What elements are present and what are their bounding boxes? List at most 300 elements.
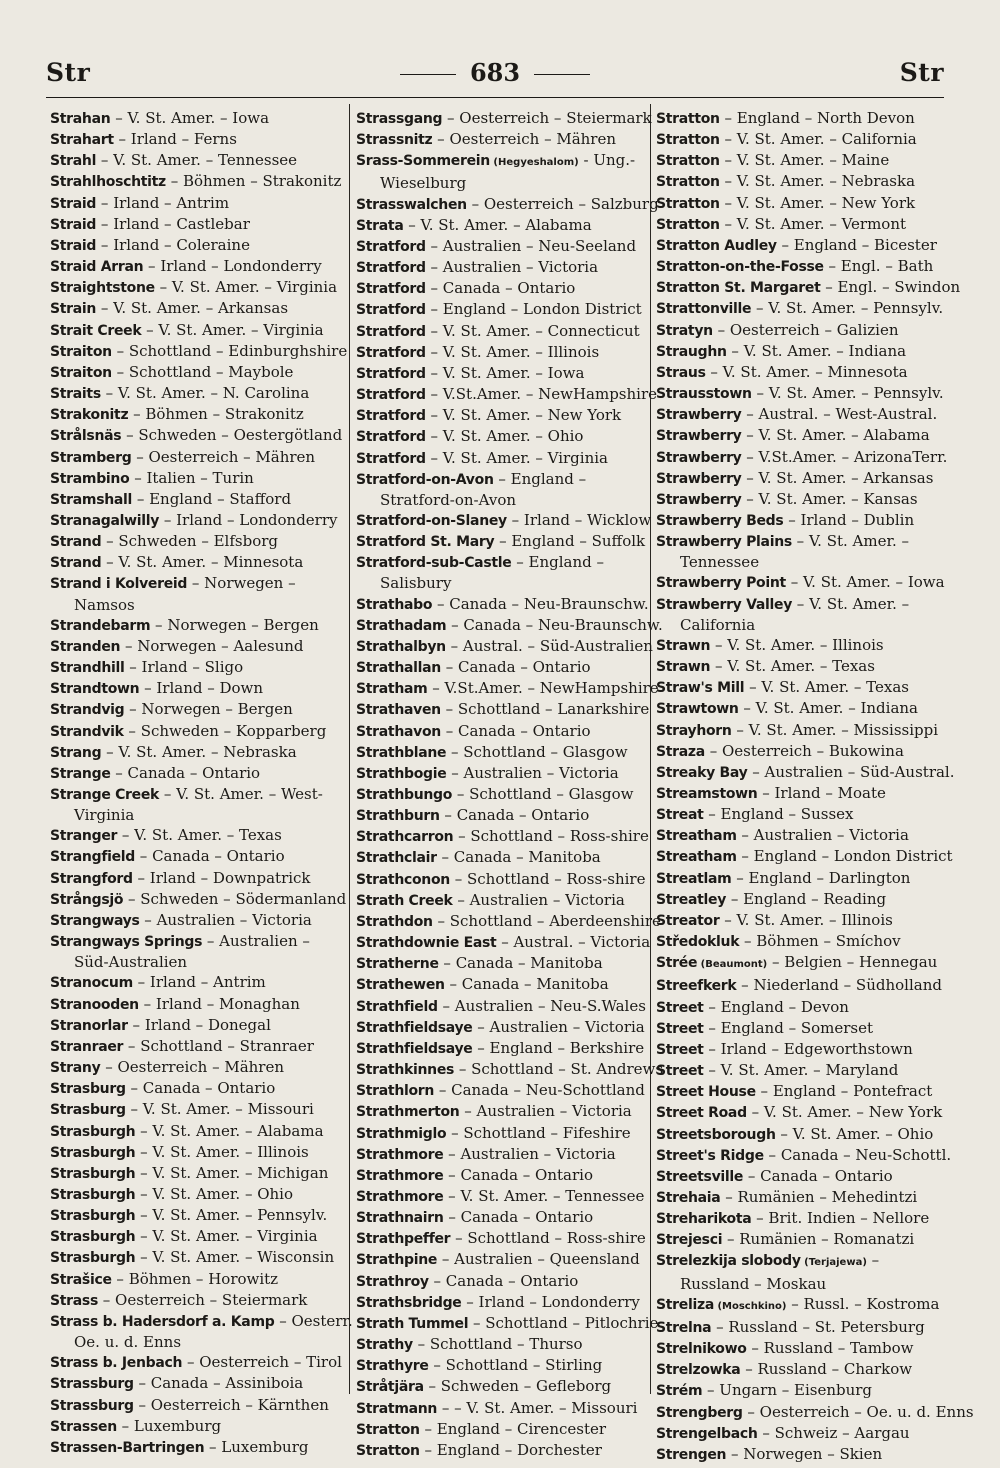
entry-location: – Canada – Ontario xyxy=(428,1271,579,1290)
entry-location: – Schottland – Thurso xyxy=(412,1335,583,1354)
entry-location: – Canada – Ontario xyxy=(439,806,590,825)
entry xyxy=(356,996,646,1017)
entry-headword: Strelezkija slobody xyxy=(656,1253,801,1270)
entry-location: – Schweiz – Aargau xyxy=(757,1423,910,1442)
entry xyxy=(356,805,646,826)
entry-headword: Stratford xyxy=(356,344,426,361)
column-divider-1 xyxy=(349,104,350,1394)
entry xyxy=(50,1015,342,1036)
entry xyxy=(656,1081,946,1102)
entry-location: – Brit. Indien – Nellore xyxy=(751,1209,930,1228)
entry xyxy=(656,741,946,762)
entry-location: – Schottland – Edinburghshire xyxy=(111,341,348,360)
entry xyxy=(656,656,946,677)
entry xyxy=(356,1186,646,1207)
entry-headword: Stratherne xyxy=(356,956,439,973)
entry-headword: Strengberg xyxy=(656,1404,743,1421)
entry-location: – Canada – Ontario xyxy=(443,1208,594,1227)
entry-location: – Schweden – Södermanland xyxy=(123,889,347,908)
entry xyxy=(656,1338,946,1359)
column-3 xyxy=(656,108,974,1463)
entry-headword: Strathburn xyxy=(356,808,440,825)
entry-location: – England – Devon xyxy=(703,997,849,1016)
entry-location: – V.St.Amer. – NewHampshire xyxy=(427,679,659,698)
entry-headword: Strawberry Valley xyxy=(656,596,793,613)
entry-headword: Street xyxy=(656,1041,704,1058)
entry-location: – – V. St. Amer. – Missouri xyxy=(437,1398,638,1417)
entry-headword: Straits xyxy=(50,386,101,403)
entry xyxy=(656,1060,946,1081)
entry-headword: Strawberry xyxy=(656,428,742,445)
entry-headword: Strandvig xyxy=(50,702,125,719)
entry-location: – England – Berkshire xyxy=(472,1038,645,1057)
entry xyxy=(356,363,646,384)
entry xyxy=(656,1102,946,1123)
entry xyxy=(656,1444,946,1465)
entry-location: – V. St. Amer. – Arkansas xyxy=(96,299,289,318)
entry xyxy=(50,468,342,489)
entry xyxy=(356,531,646,552)
entry-location: – V. St. Amer. – Wisconsin xyxy=(135,1248,335,1267)
entry xyxy=(356,108,652,129)
entry-location: – V. St. Amer. – Pennsylv. xyxy=(751,384,944,403)
entry-location: – Schottland – St. Andrews xyxy=(454,1060,664,1079)
entry xyxy=(50,573,342,594)
entry xyxy=(356,1376,646,1397)
entry xyxy=(50,447,342,468)
entry-location: – V. St. Amer. – Connecticut xyxy=(425,321,640,340)
entry-location: – Schottland – Aberdeenshire xyxy=(432,911,661,930)
entry xyxy=(656,1250,946,1273)
entry-headword: Strath Creek xyxy=(356,892,453,909)
entry xyxy=(356,847,646,868)
entry xyxy=(656,235,946,256)
entry-location: – Canada – Ontario xyxy=(125,1079,276,1098)
entry-continuation xyxy=(356,173,646,193)
entry-location: – V. St. Amer. – Ohio xyxy=(775,1124,934,1143)
entry xyxy=(356,215,646,236)
entry-location: – Canada – Neu-Braunschw. xyxy=(446,615,663,634)
entry-location: – V. St. Amer. – xyxy=(792,594,910,613)
entry xyxy=(50,699,342,720)
entry-headword: Stranocum xyxy=(50,975,133,992)
entry xyxy=(356,552,646,573)
entry-headword: Straza xyxy=(656,743,705,760)
entry-location: – Luxemburg xyxy=(116,1416,222,1435)
entry xyxy=(50,1373,342,1394)
entry-location: – Böhmen – Strakonitz xyxy=(165,172,342,191)
entry xyxy=(356,321,646,342)
entry-location: – V.St.Amer. – NewHampshire xyxy=(425,385,658,404)
entry xyxy=(656,825,946,846)
header-dash-left xyxy=(400,74,456,75)
entry-location: – Canada – Neu-Schottl. xyxy=(763,1145,952,1164)
entry xyxy=(356,405,646,426)
entry-headword: Strawberry xyxy=(656,407,742,424)
entry-location: – Norwegen – Bergen xyxy=(124,700,293,719)
entry-location: – V. St. Amer. – Minnesota xyxy=(705,362,908,381)
header-dash-right xyxy=(534,74,590,75)
entry-headword: Strathdownie East xyxy=(356,935,497,952)
entry-headword: Strathpine xyxy=(356,1252,438,1269)
entry-headword: Stratford-on-Avon xyxy=(356,471,494,488)
entry xyxy=(50,1395,342,1416)
entry-headword: Strathroy xyxy=(356,1273,429,1290)
entry xyxy=(356,1165,646,1186)
entry-headword: Strait Creek xyxy=(50,322,142,339)
entry xyxy=(656,952,946,975)
entry xyxy=(356,699,650,720)
entry-headword: Stranooden xyxy=(50,996,139,1013)
entry-location: – Schottland – Stranraer xyxy=(123,1036,314,1055)
entry xyxy=(656,762,955,783)
entry-location: – Austral. – Victoria xyxy=(496,933,651,952)
entry xyxy=(50,1416,342,1437)
entry-headword: Strasburgh xyxy=(50,1250,136,1267)
entry-location: – Canada – Neu-Braunschw. xyxy=(432,594,649,613)
entry xyxy=(50,784,342,805)
entry-location: – V. St. Amer. – N. Carolina xyxy=(100,384,310,403)
entry-headword: Strathlorn xyxy=(356,1083,435,1100)
entry xyxy=(50,1099,342,1120)
entry-location: – Oesterreich – Tirol xyxy=(182,1353,342,1372)
entry-location: – Irland – Londonderry xyxy=(461,1292,640,1311)
entry xyxy=(50,341,348,362)
entry-headword: Streator xyxy=(656,912,720,929)
entry-location: – Canada – Manitoba xyxy=(438,954,603,973)
entry-continuation xyxy=(656,1274,946,1294)
entry-headword: Strée xyxy=(656,955,698,972)
entry-location: – Australien – Victoria xyxy=(459,1102,632,1121)
entry-headword: Straid Arran xyxy=(50,259,144,276)
entry xyxy=(656,720,946,741)
entry xyxy=(50,910,342,931)
entry-headword: Strang xyxy=(50,744,102,761)
entry-location: – Oesterreich – Galizien xyxy=(712,320,899,339)
entry-headword: Strathadam xyxy=(356,617,447,634)
entry-headword: Strathaven xyxy=(356,702,441,719)
entry-headword: Strange Creek xyxy=(50,787,160,803)
entry xyxy=(50,256,342,277)
entry xyxy=(356,615,663,636)
entry-continuation xyxy=(50,952,342,972)
entry-headword: Strambino xyxy=(50,470,130,487)
entry-headword: Stratford St. Mary xyxy=(356,534,495,551)
entry-headword: Streatham xyxy=(656,828,737,845)
entry-location: – Canada – Ontario xyxy=(110,763,261,782)
entry-location: – Canada – Manitoba xyxy=(436,848,601,867)
entry-headword: Strahl xyxy=(50,153,97,170)
entry-headword: Strathsbridge xyxy=(356,1294,462,1311)
entry-location: – V. St. Amer. – Indiana xyxy=(726,341,907,360)
entry-location: – V. St. Amer. – Texas xyxy=(744,678,909,697)
entry xyxy=(356,657,646,678)
entry xyxy=(356,636,653,657)
entry-headword: Stratford xyxy=(356,365,426,382)
entry-headword: Strathpeffer xyxy=(356,1231,451,1248)
entry-headword: Strandhill xyxy=(50,660,125,677)
entry-headword: Strawn xyxy=(656,659,711,676)
entry-location: – England – Pontefract xyxy=(755,1082,933,1101)
entry-headword: Strathkinnes xyxy=(356,1062,455,1079)
entry-location: – Oesterreich – Salzburg xyxy=(466,194,659,213)
entry xyxy=(356,150,646,173)
entry-location: – V. St. Amer. – Indiana xyxy=(738,699,918,718)
entry-location: – Irland – Dublin xyxy=(783,510,915,529)
entry-headword: Straid xyxy=(50,195,97,212)
entry xyxy=(50,404,342,425)
entry-headword: Strausstown xyxy=(656,386,752,403)
entry-location: – Irland – Londonderry xyxy=(143,257,322,276)
entry xyxy=(656,341,946,362)
entry-headword: Stratton xyxy=(656,132,720,149)
entry-continuation-text: Tennessee xyxy=(680,553,760,572)
entry-headword: Strawberry Plains xyxy=(656,534,792,551)
entry-headword: Strengen xyxy=(656,1446,727,1463)
entry xyxy=(50,108,342,129)
entry-location: – Irland – Antrim xyxy=(132,973,266,992)
entry-headword: Straus xyxy=(656,364,706,381)
entry xyxy=(656,804,946,825)
entry xyxy=(656,447,946,468)
entry-headword: Strathabo xyxy=(356,596,433,613)
entry-location: – Irland – Down xyxy=(139,679,264,698)
entry xyxy=(50,298,342,319)
entry-continuation xyxy=(50,595,342,615)
entry-headword: Strandtown xyxy=(50,681,140,698)
entry-headword: Strath Tummel xyxy=(356,1315,469,1332)
entry xyxy=(50,383,342,404)
entry xyxy=(356,1249,646,1270)
entry-continuation xyxy=(356,490,646,510)
header-rule xyxy=(46,97,944,98)
entry-headword: Strathnairn xyxy=(356,1210,444,1227)
entry xyxy=(356,1271,646,1292)
entry-headword: Strand xyxy=(50,534,102,551)
entry-location: – V. St. Amer. – Virginia xyxy=(154,278,338,297)
entry-headword: Stratford xyxy=(356,238,426,255)
entry-headword: Strathewen xyxy=(356,977,445,994)
entry xyxy=(356,384,658,405)
entry-location: – Oesterreich – Mähren xyxy=(131,447,316,466)
entry-location: – Oesterreich – Bukowina xyxy=(704,741,904,760)
entry xyxy=(656,129,946,150)
entry xyxy=(656,1039,946,1060)
entry xyxy=(656,1229,946,1250)
entry-location: – V. St. Amer. – Virginia xyxy=(141,320,324,339)
entry-location: – V. St. Amer. – New York xyxy=(746,1103,943,1122)
entry-location: – Engl. – Swindon xyxy=(820,278,961,297)
entry xyxy=(356,1419,646,1440)
entry-location: – Australien – Victoria xyxy=(425,258,599,277)
entry-location: – Engl. – Bath xyxy=(823,257,934,276)
page-number: 683 xyxy=(469,58,521,87)
entry-headword: Strathbogie xyxy=(356,765,447,782)
entry-headword: Strathmore xyxy=(356,1146,444,1163)
entry xyxy=(656,1166,946,1187)
entry xyxy=(50,889,347,910)
entry-location: – Norwegen – Aalesund xyxy=(120,636,304,655)
entry xyxy=(50,214,342,235)
entry-location: – Schottland – Ross-shire xyxy=(449,869,646,888)
entry xyxy=(656,277,961,298)
entry-location: – Irland – Wicklow xyxy=(506,510,652,529)
entry-headword: Stratton-on-the-Fosse xyxy=(656,259,824,276)
entry-headword: Strand xyxy=(50,555,102,572)
entry-location: – Austral. – Süd-Australien xyxy=(445,636,653,655)
entry-location: – V. St. Amer. – Texas xyxy=(710,657,875,676)
entry-headword: Strém xyxy=(656,1383,703,1400)
entry-location: – V. St. Amer. – Pennsylv. xyxy=(135,1206,328,1225)
entry xyxy=(356,510,652,531)
running-head-left: Str xyxy=(46,58,91,87)
entry xyxy=(656,1402,974,1423)
entry xyxy=(356,469,646,490)
entry-location: – Böhmen – Smíchov xyxy=(739,932,901,951)
entry-location: – Australien – Victoria xyxy=(443,1144,616,1163)
entry-headword: Strass xyxy=(50,1292,98,1309)
entry-headword: Strass b. Jenbach xyxy=(50,1355,183,1372)
entry-location: – V. St. Amer. – Tennessee xyxy=(443,1186,645,1205)
entry-location: – Rumänien – Romanatzi xyxy=(722,1230,915,1249)
entry xyxy=(656,1208,946,1229)
entry-headword: Strathconon xyxy=(356,871,450,888)
entry xyxy=(50,552,342,573)
entry-headword: Strasburg xyxy=(50,1102,126,1119)
entry-headword: Strattonville xyxy=(656,301,752,318)
entry xyxy=(656,1018,946,1039)
entry-location: – Australien – xyxy=(202,932,310,951)
entry-headword: Strasburg xyxy=(50,1081,126,1098)
column-1 xyxy=(50,108,365,1456)
entry-headword: Strejesci xyxy=(656,1232,723,1249)
entry xyxy=(356,1144,646,1165)
entry xyxy=(50,1163,342,1184)
entry-location: – Ungarn – Eisenburg xyxy=(702,1381,873,1400)
entry-headword: Stranorlar xyxy=(50,1017,128,1034)
entry-location: – Schweden – Elfsborg xyxy=(101,532,278,551)
entry-location: – Schottland – Maybole xyxy=(111,362,294,381)
entry-headword: Strasburgh xyxy=(50,1229,136,1246)
entry-headword: Strathavon xyxy=(356,723,441,740)
entry-headword: Stranger xyxy=(50,828,118,845)
entry-headword: Strandebarm xyxy=(50,617,151,634)
entry xyxy=(50,1142,342,1163)
entry xyxy=(656,783,946,804)
entry-location: – Schottland – Glasgow xyxy=(452,785,634,803)
entry-headword: Straightstone xyxy=(50,280,155,297)
entry xyxy=(356,1292,646,1313)
entry-headword: Strawberry xyxy=(656,491,742,508)
entry-location: – Irland – Edgeworthstown xyxy=(703,1039,913,1058)
entry-location: – Canada – Assiniboia xyxy=(133,1374,304,1393)
entry-continuation-text: Virginia xyxy=(74,806,135,825)
entry-location: – Austral. – West-Austral. xyxy=(741,405,938,424)
entry-headword: Strathfield xyxy=(356,998,438,1015)
entry xyxy=(656,931,946,952)
entry-headword: Streliza xyxy=(656,1296,714,1313)
entry-qualifier: (Terjajewa) xyxy=(800,1257,867,1269)
entry xyxy=(50,657,342,678)
entry xyxy=(356,763,646,784)
entry xyxy=(356,299,646,320)
entry-location: – Italien – Turin xyxy=(129,468,254,487)
entry-qualifier: (Hegyeshalom) xyxy=(489,157,579,169)
entry xyxy=(356,594,649,615)
entry-headword: Stranagalwilly xyxy=(50,512,160,529)
entry xyxy=(50,531,342,552)
entry xyxy=(356,1334,646,1355)
entry xyxy=(50,994,342,1015)
entry-headword: Strehaia xyxy=(656,1189,721,1206)
entry-headword: Strassburg xyxy=(50,1397,134,1414)
entry-headword: Strathalbyn xyxy=(356,638,446,655)
entry xyxy=(656,214,946,235)
entry-headword: Strelnikowo xyxy=(656,1341,747,1358)
column-divider-2 xyxy=(650,104,651,1394)
entry-location: – Irland – Monaghan xyxy=(138,994,300,1013)
entry xyxy=(656,1294,946,1317)
entry-headword: Strathcarron xyxy=(356,829,454,846)
entry xyxy=(356,784,646,805)
entry-location: – V. St. Amer. – Vermont xyxy=(719,214,907,233)
entry-headword: Strašice xyxy=(50,1271,112,1288)
entry-location: – England – Suffolk xyxy=(494,532,646,551)
entry-location: – Australien – Victoria xyxy=(472,1017,645,1036)
entry xyxy=(356,974,646,995)
entry-location: – Irland – Donegal xyxy=(127,1015,271,1034)
entry xyxy=(356,236,646,257)
entry xyxy=(356,911,661,932)
entry-location: – Schweden – Oestergötland xyxy=(121,426,343,445)
entry xyxy=(656,193,946,214)
entry-headword: Strangways Springs xyxy=(50,934,203,951)
entry-location: – Irland – Moate xyxy=(757,784,886,802)
entry xyxy=(50,129,342,150)
entry-location: – V. St. Amer. – Alabama xyxy=(135,1121,324,1140)
entry-headword: Strassnitz xyxy=(356,132,433,149)
entry-headword: Stratford xyxy=(356,408,426,425)
entry-headword: Stratford xyxy=(356,281,426,298)
entry xyxy=(656,868,946,889)
entry-location: – V. St. Amer. – Nebraska xyxy=(719,172,916,191)
entry-headword: Strawberry Point xyxy=(656,575,786,592)
entry xyxy=(356,257,646,278)
entry-headword: Stratton Audley xyxy=(656,237,777,254)
entry-headword: Straiton xyxy=(50,343,112,360)
entry-continuation-text: Oe. u. d. Enns xyxy=(74,1333,182,1352)
entry-headword: Stramshall xyxy=(50,491,133,508)
entry-location: – Belgien – Hennegau xyxy=(767,953,938,972)
entry-location: – V. St. Amer. – Iowa xyxy=(785,573,945,592)
entry xyxy=(356,194,659,215)
entry-headword: Stratton xyxy=(656,153,720,170)
entry-headword: Strasburgh xyxy=(50,1186,136,1203)
entry xyxy=(656,572,946,593)
entry xyxy=(356,953,646,974)
entry xyxy=(356,890,646,911)
entry-location: – V. St. Amer. – New York xyxy=(425,406,622,425)
entry-location: – Irland – Ferns xyxy=(113,130,237,149)
column-2 xyxy=(356,108,664,1459)
entry xyxy=(656,489,946,510)
entry-headword: Street xyxy=(656,1063,704,1080)
entry-headword: Strasswalchen xyxy=(356,196,467,213)
entry xyxy=(656,320,946,341)
entry-headword: Strahlhoschtitz xyxy=(50,174,166,191)
entry-location: – V. St. Amer. – Illinois xyxy=(425,342,600,361)
entry-location: – xyxy=(866,1251,880,1270)
